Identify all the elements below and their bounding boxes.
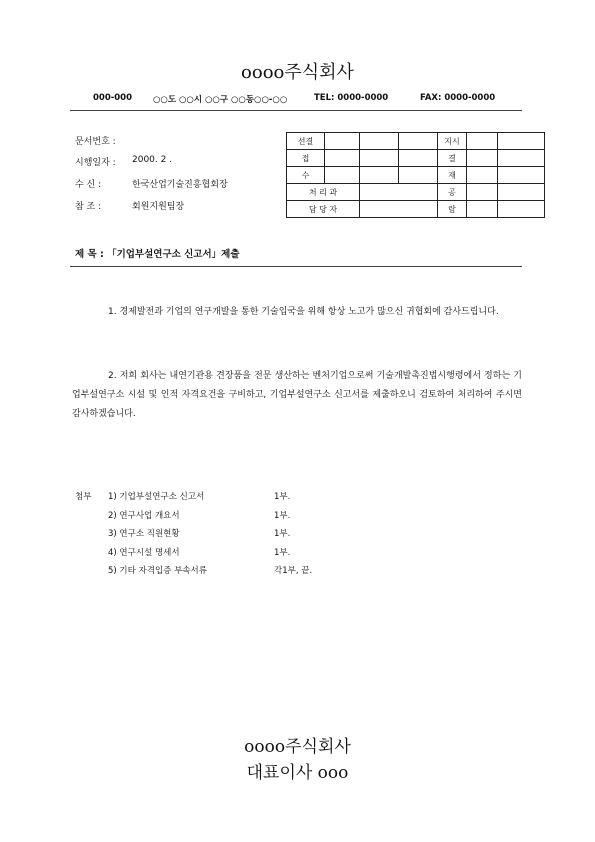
attachment-item-qty: 1부. [274, 492, 291, 502]
instruction-label: 지시 [438, 133, 467, 150]
circulation-label-1: 공 [438, 184, 467, 201]
attachment-item-qty: 각1부, 끝. [274, 566, 313, 576]
doc-number-label: 문서번호 : [75, 137, 116, 147]
approval-cell [360, 167, 399, 184]
approval-cell [360, 184, 438, 201]
approval-cell [498, 184, 545, 201]
recipient-label: 수 신 : [75, 180, 102, 190]
approval-cell [399, 150, 438, 167]
company-title: oooo주식회사 [241, 62, 354, 83]
attachment-item-name: 1) 기업부설연구소 신고서 [108, 492, 205, 502]
receipt-label-2: 수 [287, 167, 325, 184]
approval-cell [325, 133, 360, 150]
footer-ceo-name: 대표이사 ooo [246, 763, 349, 783]
subject-divider [70, 266, 522, 267]
approval-label-1: 결 [438, 150, 467, 167]
footer-company-name: oooo주식회사 [244, 737, 351, 757]
company-address: ○○도 ○○시 ○○구 ○○동○○-○○ [153, 95, 288, 105]
recipient-value: 한국산업기술진흥협회장 [132, 180, 228, 190]
postal-code: 000-000 [93, 93, 133, 103]
attachment-item-name: 5) 기타 자격입증 부속서류 [108, 566, 207, 576]
header-divider [70, 110, 522, 111]
subject-line: 제 목 : 「기업부설연구소 신고서」제출 [75, 249, 240, 260]
body-paragraph-1: 1. 경제발전과 기업의 연구개발을 통한 기술입국을 위해 항상 노고가 많으신 귀협회에 감사드립니다. [108, 307, 499, 317]
approval-cell [498, 150, 545, 167]
attachment-item-qty: 1부. [274, 548, 291, 558]
receipt-label-1: 접 [287, 150, 325, 167]
attachment-item-qty: 1부. [274, 511, 291, 521]
issue-date-value: 2000. 2 . [132, 155, 173, 165]
person-in-charge-label: 담 당 자 [287, 201, 360, 218]
approval-cell [399, 167, 438, 184]
approval-label-2: 재 [438, 167, 467, 184]
tel-number: TEL: 0000-0000 [314, 93, 389, 103]
approval-cell [360, 150, 399, 167]
attachment-label: 첨부 [75, 492, 92, 502]
attachment-item-name: 4) 연구시설 명세서 [108, 548, 180, 558]
fax-number: FAX: 0000-0000 [420, 93, 496, 103]
attachment-item-name: 2) 연구사업 개요서 [108, 511, 180, 521]
approval-cell [467, 201, 498, 218]
attachment-item-qty: 1부. [274, 529, 291, 539]
approval-cell [467, 167, 498, 184]
body-paragraph-2: 2. 저희 회사는 내연기관용 견장품을 전문 생산하는 벤처기업으로써 기술개발촉진법시행령에서 정하는 기업부설연구소 시설 및 인적 자격요건을 구비하고, 기업부설연구소 신고서를 제출하오니 검토하여 처리하여 주시면 감사하겠습니다. [72, 371, 522, 419]
approval-cell [498, 167, 545, 184]
circulation-label-2: 람 [438, 201, 467, 218]
approval-cell [467, 133, 498, 150]
processing-dept-label: 처 리 과 [287, 184, 360, 201]
approval-cell [498, 201, 545, 218]
reference-label: 참 조 : [75, 202, 102, 212]
pre-decision-label: 선결 [287, 133, 325, 150]
reference-value: 회원지원팀장 [132, 202, 185, 212]
attachment-item-name: 3) 연구소 직원현황 [108, 529, 180, 539]
approval-cell [360, 201, 438, 218]
approval-cell [399, 133, 438, 150]
approval-cell [325, 150, 360, 167]
issue-date-label: 시행일자 : [75, 158, 116, 168]
approval-cell [498, 133, 545, 150]
approval-cell [467, 184, 498, 201]
approval-cell [325, 167, 360, 184]
approval-cell [467, 150, 498, 167]
approval-table [286, 132, 545, 218]
approval-cell [360, 133, 399, 150]
